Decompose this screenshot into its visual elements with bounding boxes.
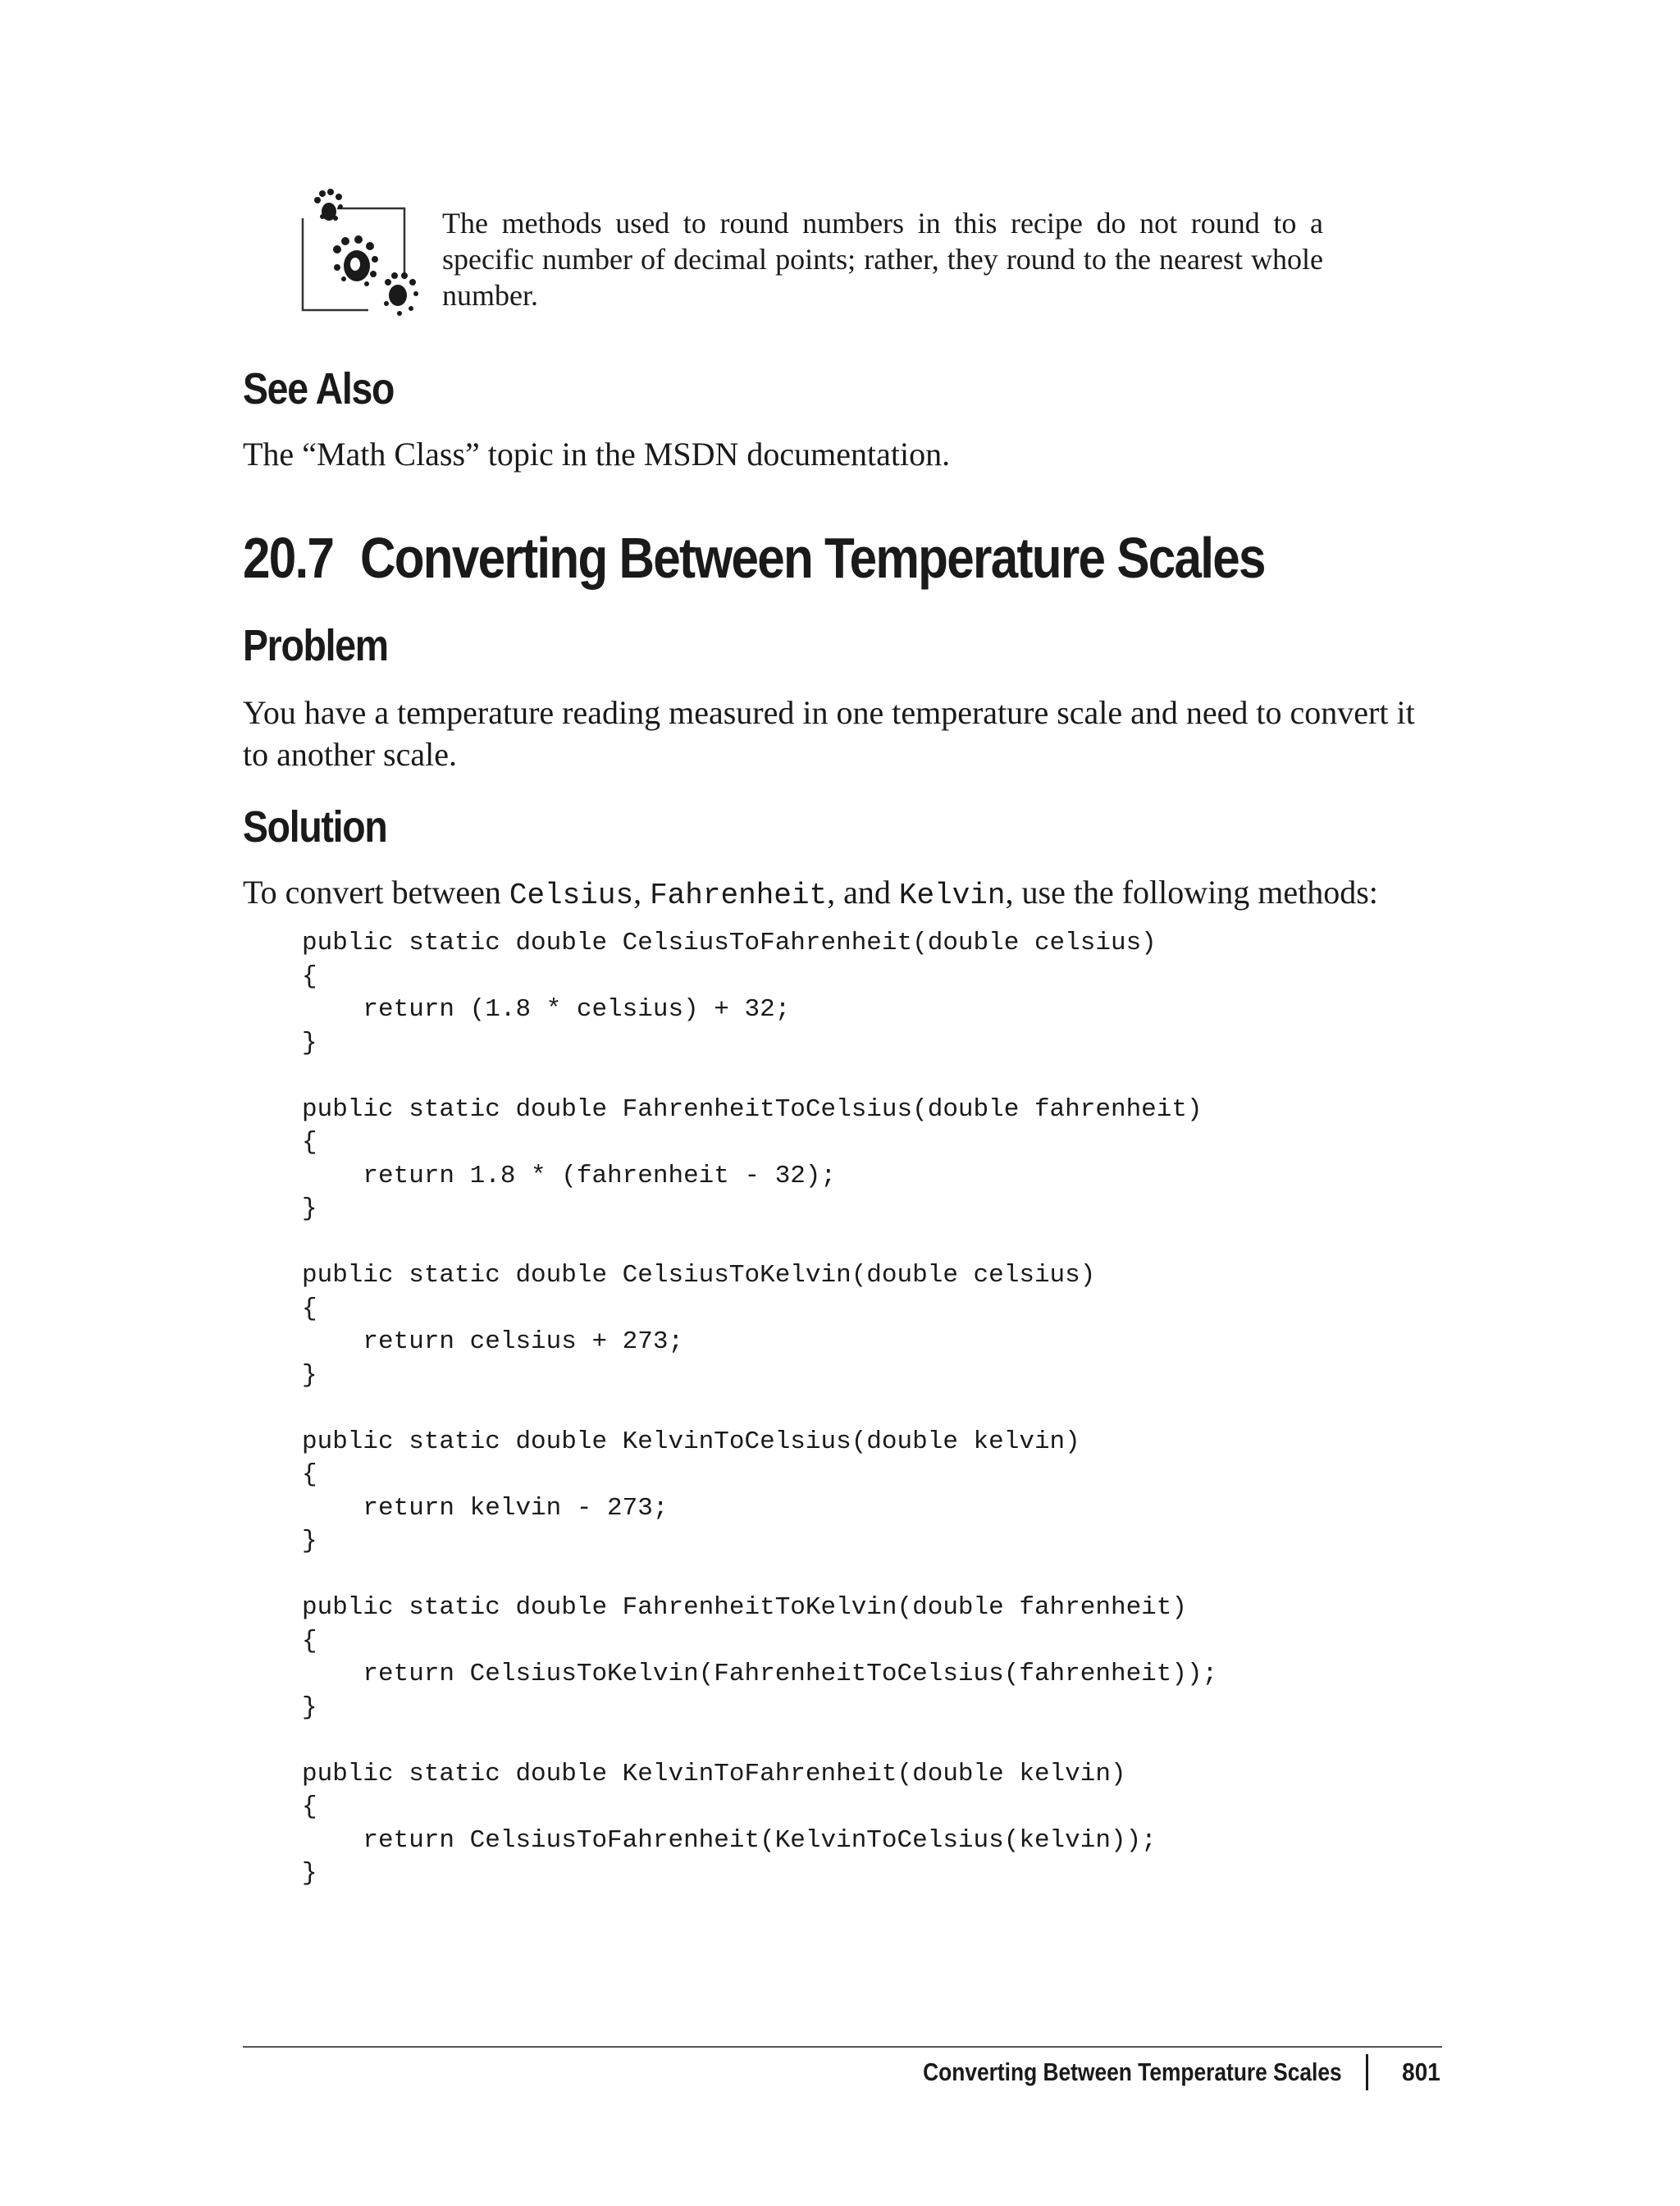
inline-code-fahrenheit: Fahrenheit	[650, 879, 828, 912]
raccoon-tracks-note-icon	[298, 182, 429, 322]
problem-text: You have a temperature reading measured in one temperature scale and need to convert it to another scale.	[243, 694, 1415, 773]
tip-note	[298, 182, 1323, 322]
inline-code-kelvin: Kelvin	[898, 879, 1006, 912]
solution-intro: To convert between Celsius, Fahrenheit, and Kelvin, use the following methods:	[243, 874, 1378, 912]
code-listing: public static double CelsiusToFahrenheit(double celsius) { return (1.8 * celsius) + 32; } public static double FahrenheitToCelsius(double fahrenheit) { return 1.8 * (fahrenheit - 32); } public static double CelsiusToKelvin(double celsius) { return celsius + 273; } public static double KelvinToCelsius(double kelvin) { return kelvin - 273; } public static double FahrenheitToKelvin(double fahrenheit) { return CelsiusToKelvin(FahrenheitToCelsius(fahrenheit)); } public static double KelvinToFahrenheit(double kelvin) { return CelsiusToFahrenheit(KelvinToCelsius(kelvin)); }	[302, 929, 1218, 1888]
solution-heading: Solution	[243, 802, 387, 852]
page-footer	[849, 2054, 1440, 2090]
section-title: Converting Between Temperature Scales	[359, 526, 1265, 590]
section-number: 20.7	[243, 526, 334, 590]
inline-code-celsius: Celsius	[509, 879, 634, 912]
running-title: Converting Between Temperature Scales	[922, 2058, 1342, 2086]
tip-text: The methods used to round numbers in this recipe do not round to a specific number of decimal points; rather, they round to the nearest whole number.	[442, 207, 1323, 312]
see-also-heading: See Also	[243, 364, 395, 413]
problem-heading: Problem	[243, 621, 388, 670]
footer-divider	[1366, 2054, 1368, 2090]
see-also-text: The “Math Class” topic in the MSDN documentation.	[243, 436, 951, 473]
footer-rule	[243, 2046, 1442, 2048]
section-heading	[243, 525, 1265, 591]
page-number: 801	[1402, 2058, 1440, 2086]
